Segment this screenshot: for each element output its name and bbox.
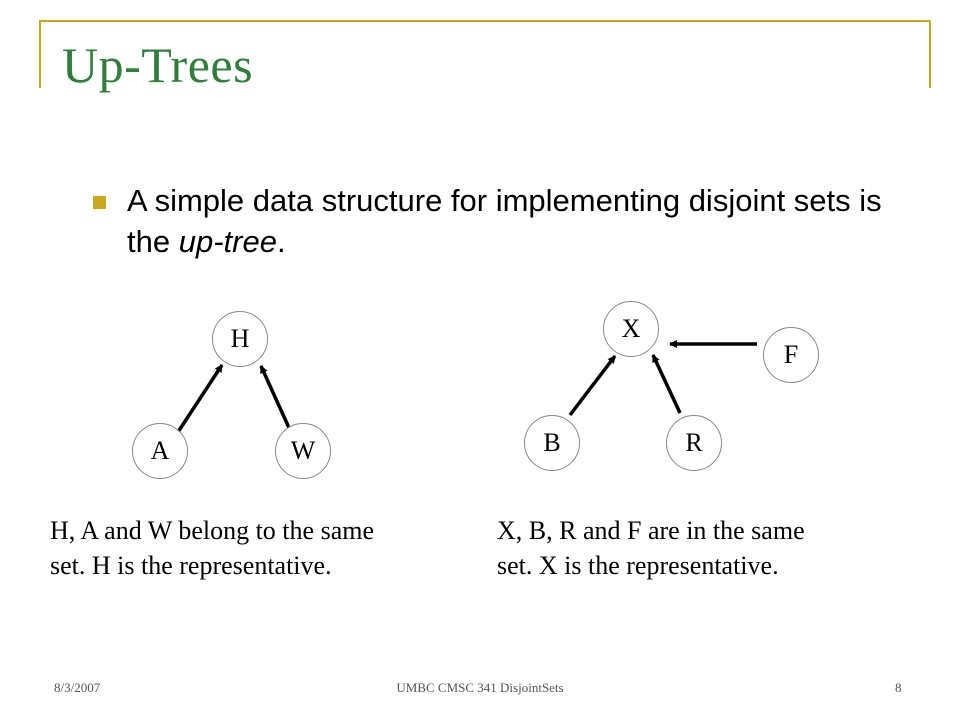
left-caption-line1: H, A and W belong to the same xyxy=(50,516,374,545)
bullet-text-after: . xyxy=(276,224,286,259)
left-caption-line2: set. H is the representative. xyxy=(50,551,332,580)
edge-w-to-h xyxy=(261,366,290,430)
node-w: W xyxy=(275,423,331,479)
node-x: X xyxy=(603,301,659,357)
edge-a-to-h xyxy=(178,365,222,432)
slide-title: Up-Trees xyxy=(62,37,254,93)
edge-r-to-x xyxy=(653,355,680,413)
edge-b-to-x xyxy=(570,356,615,415)
left-caption xyxy=(50,513,374,583)
node-h: H xyxy=(212,311,268,367)
node-f: F xyxy=(763,327,819,383)
bullet-text-before: A simple data structure for implementing disjoint sets is the xyxy=(127,183,882,259)
footer-date: 8/3/2007 xyxy=(54,680,101,695)
footer-page-number: 8 xyxy=(895,680,902,695)
node-b: B xyxy=(524,415,580,471)
bullet-emphasis: up-tree xyxy=(178,224,277,259)
right-caption-line2: set. X is the representative. xyxy=(497,551,779,580)
right-caption xyxy=(497,513,805,583)
right-caption-line1: X, B, R and F are in the same xyxy=(497,516,805,545)
node-a: A xyxy=(132,423,188,479)
node-r: R xyxy=(666,415,722,471)
footer-course: UMBC CMSC 341 DisjointSets xyxy=(396,680,564,695)
